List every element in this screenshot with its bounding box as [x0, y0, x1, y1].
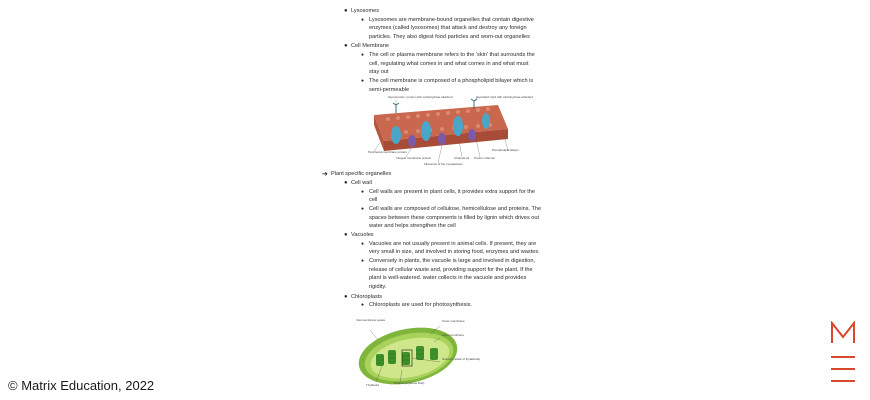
bullet-icon: ●	[361, 206, 365, 212]
text-line: stay out	[369, 69, 389, 75]
bullet-icon: ●	[344, 232, 348, 238]
copyright-text: © Matrix Education, 2022	[8, 378, 155, 393]
bullet-icon: ●	[344, 294, 348, 300]
text-line: Cell walls are present in plant cells, it provides extra support for the	[369, 189, 536, 195]
text-line: semi-permeable	[369, 87, 410, 93]
label-cholesterol: Cholesterol	[454, 156, 470, 160]
bullet-icon: ●	[361, 189, 365, 195]
text-line: very small in size, and involved in storing food, enzymes and wastes.	[369, 249, 540, 255]
label-granum: Granum (stack of thylakoids)	[442, 357, 481, 361]
text-line: plant is well-watered. water collects in the vacuole and provides	[369, 275, 527, 281]
label-thylakoid: Thylakoid	[366, 383, 379, 387]
bullet-icon: ●	[361, 241, 365, 247]
chloroplast-diagram	[354, 316, 480, 392]
text-line: Cell walls are composed of cellulose, hemicellulose and proteins. The	[369, 206, 542, 212]
bullet-icon: ●	[344, 8, 348, 14]
text-line: water and helps strengthen the cell	[369, 223, 456, 229]
text-line: spaces between these components is filled by lignin which drives out	[369, 215, 540, 221]
text-line: enzymes (called lysosomes) that attack and destroy any foreign	[369, 25, 527, 31]
text-line: Chloroplasts are used for photosynthesis.	[369, 302, 472, 308]
bullet-icon: ●	[361, 78, 365, 84]
matrix-logo-icon	[830, 321, 856, 385]
label-phospholipid: Phospholipid bilayer	[492, 148, 519, 152]
bullet-icon: ●	[361, 17, 365, 23]
text-line: release of cellular waste and, providing support for the plant. If the	[369, 267, 533, 273]
heading-lysosomes: Lysosomes	[351, 8, 380, 14]
label-protein-channel: Protein channel	[474, 156, 495, 160]
text-line: Vacuoles are not usually present in animal cells. If present, they are	[369, 241, 537, 247]
text-line: cell, regulating what comes in and what comes in and what must	[369, 61, 529, 67]
heading-vacuoles: Vacuoles	[351, 232, 374, 238]
text-line: Conversely in plants, the vacuole is large and involved in digestion,	[369, 258, 536, 264]
heading-plant-specific: Plant specific organelles	[331, 171, 392, 177]
label-stroma: Stroma (aqueous fluid)	[394, 381, 425, 385]
bullet-icon: ●	[361, 302, 365, 308]
label-filaments: Filaments of the cytoskeleton	[424, 162, 463, 166]
text-line: cell	[369, 197, 378, 203]
text-line: particles. They also digest food particles and worn-out organelles	[369, 34, 530, 40]
text-line: rigidity.	[369, 284, 387, 290]
bullet-icon: ●	[361, 52, 365, 58]
label-inner-membrane: Inner membrane	[442, 333, 465, 337]
label-outer-membrane: Outer membrane	[442, 319, 465, 323]
label-glycoprotein: Glycoprotein: protein with carbohydrate attached	[388, 95, 453, 99]
label-peripheral-protein: Peripheral membrane protein	[368, 150, 407, 154]
label-integral-protein: Integral membrane protein	[396, 156, 432, 160]
text-line: The cell or plasma membrane refers to the 'skin' that surrounds the	[369, 52, 535, 58]
cell-membrane-diagram	[366, 95, 533, 167]
text-line: The cell membrane is composed of a phospholipid bilayer which is	[369, 78, 534, 84]
heading-chloroplasts: Chloroplasts	[351, 294, 383, 300]
bullet-icon: ●	[361, 258, 365, 264]
label-intermembrane-space: Intermembrane space	[356, 318, 386, 322]
label-glycolipid: Glycolipid: lipid with carbohydrate attached	[476, 95, 533, 99]
heading-cell-membrane: Cell Membrane	[351, 43, 389, 49]
bullet-icon: ●	[344, 43, 348, 49]
text-line: Lysosomes are membrane-bound organelles that contain digestive	[369, 17, 534, 23]
bullet-icon: ●	[344, 180, 348, 186]
arrow-icon: ➔	[322, 171, 328, 178]
heading-cell-wall: Cell wall	[351, 180, 372, 186]
